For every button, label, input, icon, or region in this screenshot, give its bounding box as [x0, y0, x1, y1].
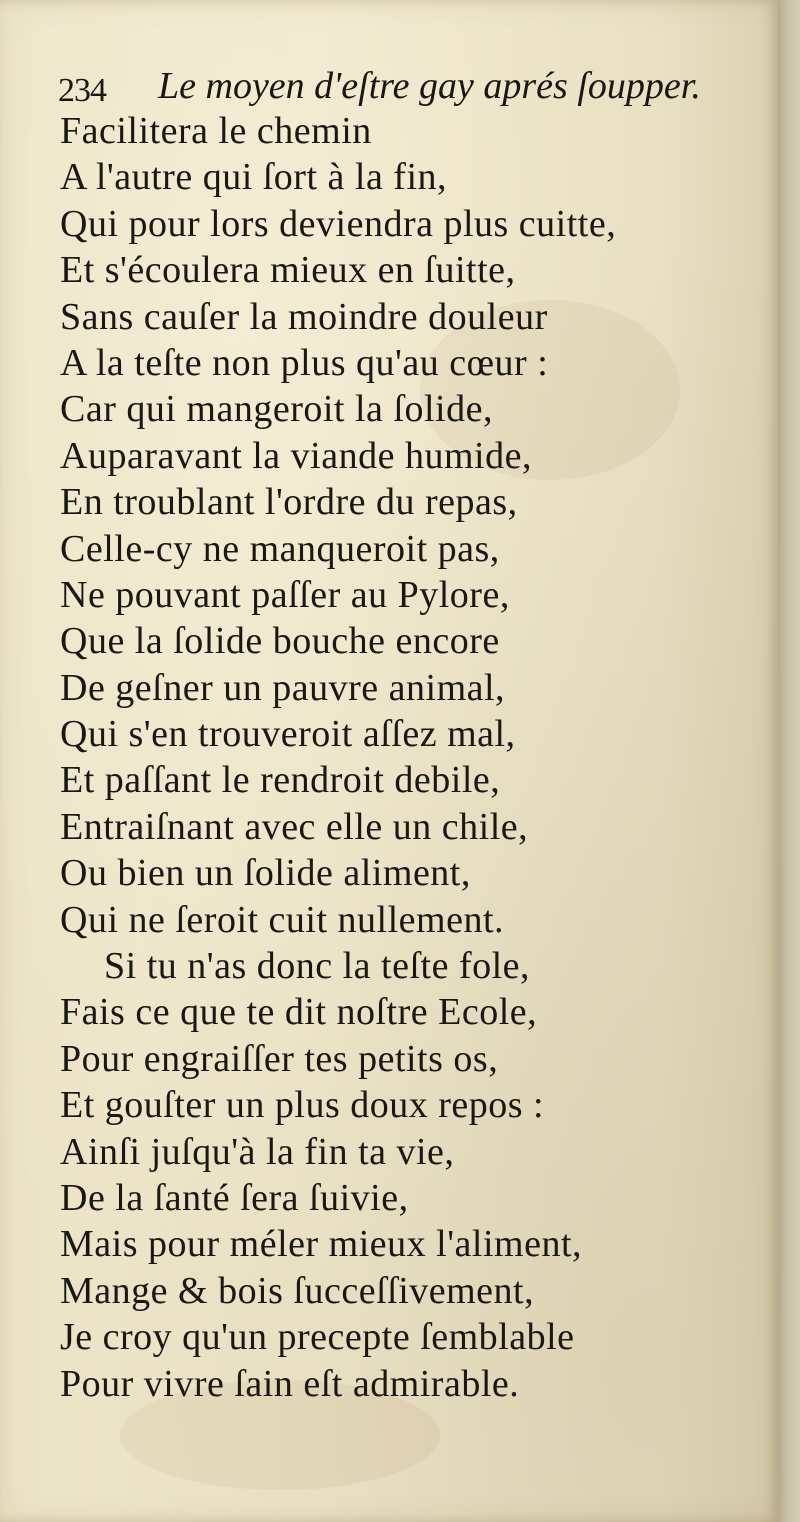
verse-line: Ne pouvant paſſer au Pylore,	[60, 573, 510, 616]
verse-text	[60, 108, 760, 1407]
verse-line: En troublant l'ordre du repas,	[60, 481, 518, 524]
verse-line: De geſner un pauvre animal,	[60, 666, 506, 709]
verse-line: Et s'écoulera mieux en ſuitte,	[60, 249, 516, 292]
verse-line: Mais pour méler mieux l'aliment,	[60, 1223, 583, 1266]
facing-page-edge	[778, 0, 800, 1522]
verse-line: Qui s'en trouveroit aſſez mal,	[60, 713, 516, 756]
running-title: Le moyen d'eſtre gay aprés ſoupper.	[158, 65, 701, 107]
verse-line: Ainſi juſqu'à la fin ta vie,	[60, 1130, 455, 1173]
page-number: 234	[58, 72, 106, 109]
verse-line: Et paſſant le rendroit debile,	[60, 759, 501, 802]
verse-line: Sans cauſer la moindre douleur	[60, 295, 548, 338]
verse-line: Car qui mangeroit la ſolide,	[60, 388, 493, 431]
verse-line: A l'autre qui ſort à la fin,	[60, 156, 448, 199]
verse-line: A la teſte non plus qu'au cœur :	[60, 341, 549, 384]
verse-line: Auparavant la viande humide,	[60, 434, 532, 477]
verse-line: Celle-cy ne manqueroit pas,	[60, 527, 500, 570]
verse-line: Que la ſolide bouche encore	[60, 620, 500, 663]
verse-line: Qui pour lors deviendra plus cuitte,	[60, 202, 617, 245]
verse-line: Qui ne ſeroit cuit nullement.	[60, 898, 505, 941]
verse-line: Ou bien un ſolide aliment,	[60, 852, 471, 895]
verse-line: Et gouſter un plus doux repos :	[60, 1084, 545, 1127]
verse-line: Pour vivre ſain eſt admirable.	[60, 1362, 520, 1405]
verse-line: Pour engraiſſer tes petits os,	[60, 1037, 499, 1080]
verse-line: Si tu n'as donc la teſte fole,	[104, 945, 531, 988]
verse-line: Entraiſnant avec elle un chile,	[60, 805, 529, 848]
verse-line: Fais ce que te dit noſtre Ecole,	[60, 991, 538, 1034]
verse-line: Mange & bois ſucceſſivement,	[60, 1269, 535, 1312]
verse-line: Je croy qu'un precepte ſemblable	[60, 1316, 575, 1359]
verse-line: Facilitera le chemin	[60, 110, 372, 152]
verse-line: De la ſanté ſera ſuivie,	[60, 1176, 409, 1219]
